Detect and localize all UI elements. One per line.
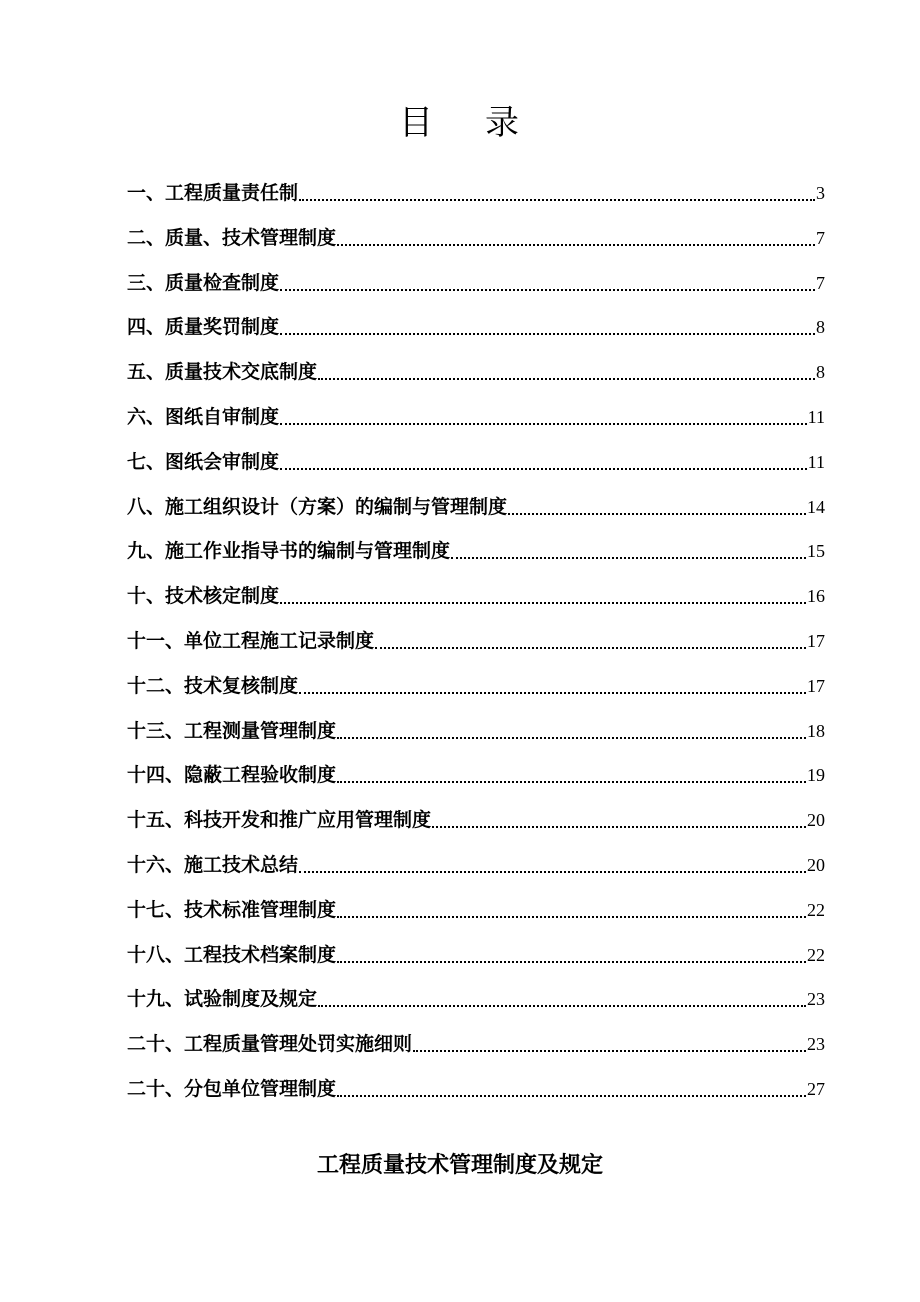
toc-entry-label: 二十、工程质量管理处罚实施细则	[127, 1033, 413, 1056]
toc-title	[0, 95, 920, 144]
toc-entry-page-number: 3	[816, 183, 825, 203]
document-heading: 工程质量技术管理制度及规定	[316, 1153, 603, 1178]
toc-entry-page-number: 20	[807, 854, 825, 875]
toc-entry[interactable]	[127, 933, 825, 978]
toc-entry-label: 七、图纸会审制度	[127, 450, 280, 473]
toc-entry[interactable]	[127, 574, 825, 619]
table-of-contents	[127, 171, 825, 1112]
toc-entry-page-number: 22	[807, 944, 825, 965]
toc-title-right: 录	[485, 103, 521, 143]
toc-entry-label: 九、施工作业指导书的编制与管理制度	[127, 540, 451, 563]
toc-entry-label: 一、工程质量责任制	[127, 182, 299, 204]
dot-leader	[280, 313, 815, 335]
toc-entry[interactable]	[127, 1022, 825, 1067]
toc-entry-page-number: 17	[807, 675, 825, 696]
toc-entry[interactable]	[127, 753, 825, 798]
toc-entry-page-number: 14	[807, 496, 825, 517]
toc-entry-label: 二十、分包单位管理制度	[127, 1077, 337, 1100]
toc-entry[interactable]	[127, 888, 825, 933]
dot-leader	[451, 537, 806, 559]
toc-entry-page-number: 19	[807, 765, 825, 786]
toc-entry-page-number: 11	[807, 451, 825, 472]
toc-entry[interactable]	[127, 261, 825, 306]
toc-entry-label: 十七、技术标准管理制度	[127, 898, 337, 921]
toc-entry[interactable]	[127, 619, 825, 664]
toc-entry[interactable]	[127, 709, 825, 754]
toc-entry-label: 十八、工程技术档案制度	[127, 943, 337, 966]
toc-title-left: 目	[399, 103, 435, 143]
dot-leader	[280, 269, 815, 291]
toc-entry-page-number: 8	[816, 362, 825, 383]
toc-entry-page-number: 15	[807, 541, 825, 562]
toc-entry[interactable]	[127, 440, 825, 485]
toc-entry[interactable]	[127, 1067, 825, 1112]
toc-entry-page-number: 20	[807, 810, 825, 831]
toc-entry-label: 十六、施工技术总结	[127, 853, 299, 876]
dot-leader	[318, 358, 815, 380]
toc-entry-label: 十二、技术复核制度	[127, 674, 299, 697]
toc-entry-label: 二、质量、技术管理制度	[127, 226, 337, 249]
dot-leader	[299, 851, 806, 873]
toc-entry-page-number: 23	[807, 989, 825, 1010]
toc-entry[interactable]	[127, 977, 825, 1022]
dot-leader	[337, 1075, 806, 1097]
dot-leader	[337, 896, 806, 918]
dot-leader	[318, 985, 806, 1007]
toc-entry-label: 十、技术核定制度	[127, 585, 280, 608]
toc-entry-page-number: 7	[816, 272, 825, 293]
toc-entry-label: 三、质量检查制度	[127, 271, 280, 294]
dot-leader	[280, 582, 806, 604]
dot-leader	[337, 761, 806, 783]
toc-entry[interactable]	[127, 171, 825, 216]
toc-entry-label: 八、施工组织设计（方案）的编制与管理制度	[127, 495, 508, 518]
dot-leader	[337, 941, 806, 963]
toc-entry[interactable]	[127, 350, 825, 395]
toc-entry[interactable]	[127, 843, 825, 888]
toc-entry-label: 四、质量奖罚制度	[127, 316, 280, 339]
dot-leader	[413, 1030, 806, 1052]
toc-entry[interactable]	[127, 395, 825, 440]
dot-leader	[280, 448, 807, 470]
dot-leader	[299, 672, 806, 694]
toc-entry-page-number: 7	[816, 227, 825, 248]
toc-entry-label: 十三、工程测量管理制度	[127, 719, 337, 742]
dot-leader	[508, 493, 806, 515]
toc-entry-label: 十四、隐蔽工程验收制度	[127, 764, 337, 787]
toc-entry-page-number: 16	[807, 586, 825, 607]
dot-leader	[299, 179, 815, 201]
dot-leader	[337, 717, 806, 739]
toc-entry[interactable]	[127, 305, 825, 350]
toc-entry-page-number: 17	[807, 630, 825, 651]
toc-entry[interactable]	[127, 216, 825, 261]
toc-entry-label: 六、图纸自审制度	[127, 405, 280, 428]
toc-entry-label: 十九、试验制度及规定	[127, 988, 318, 1011]
toc-entry[interactable]	[127, 529, 825, 574]
toc-entry-page-number: 8	[816, 317, 825, 338]
toc-entry-page-number: 23	[807, 1034, 825, 1055]
toc-entry-label: 五、质量技术交底制度	[127, 361, 318, 384]
toc-entry[interactable]	[127, 485, 825, 530]
toc-entry-page-number: 18	[807, 720, 825, 741]
toc-entry[interactable]	[127, 664, 825, 709]
toc-entry-page-number: 22	[807, 899, 825, 920]
toc-entry-page-number: 27	[807, 1078, 825, 1099]
dot-leader	[337, 224, 815, 246]
toc-entry[interactable]	[127, 798, 825, 843]
dot-leader	[375, 627, 806, 649]
toc-entry-label: 十一、单位工程施工记录制度	[127, 629, 375, 652]
dot-leader	[432, 806, 806, 828]
toc-entry-label: 十五、科技开发和推广应用管理制度	[127, 809, 432, 832]
dot-leader	[280, 403, 807, 425]
toc-entry-page-number: 11	[807, 406, 825, 427]
